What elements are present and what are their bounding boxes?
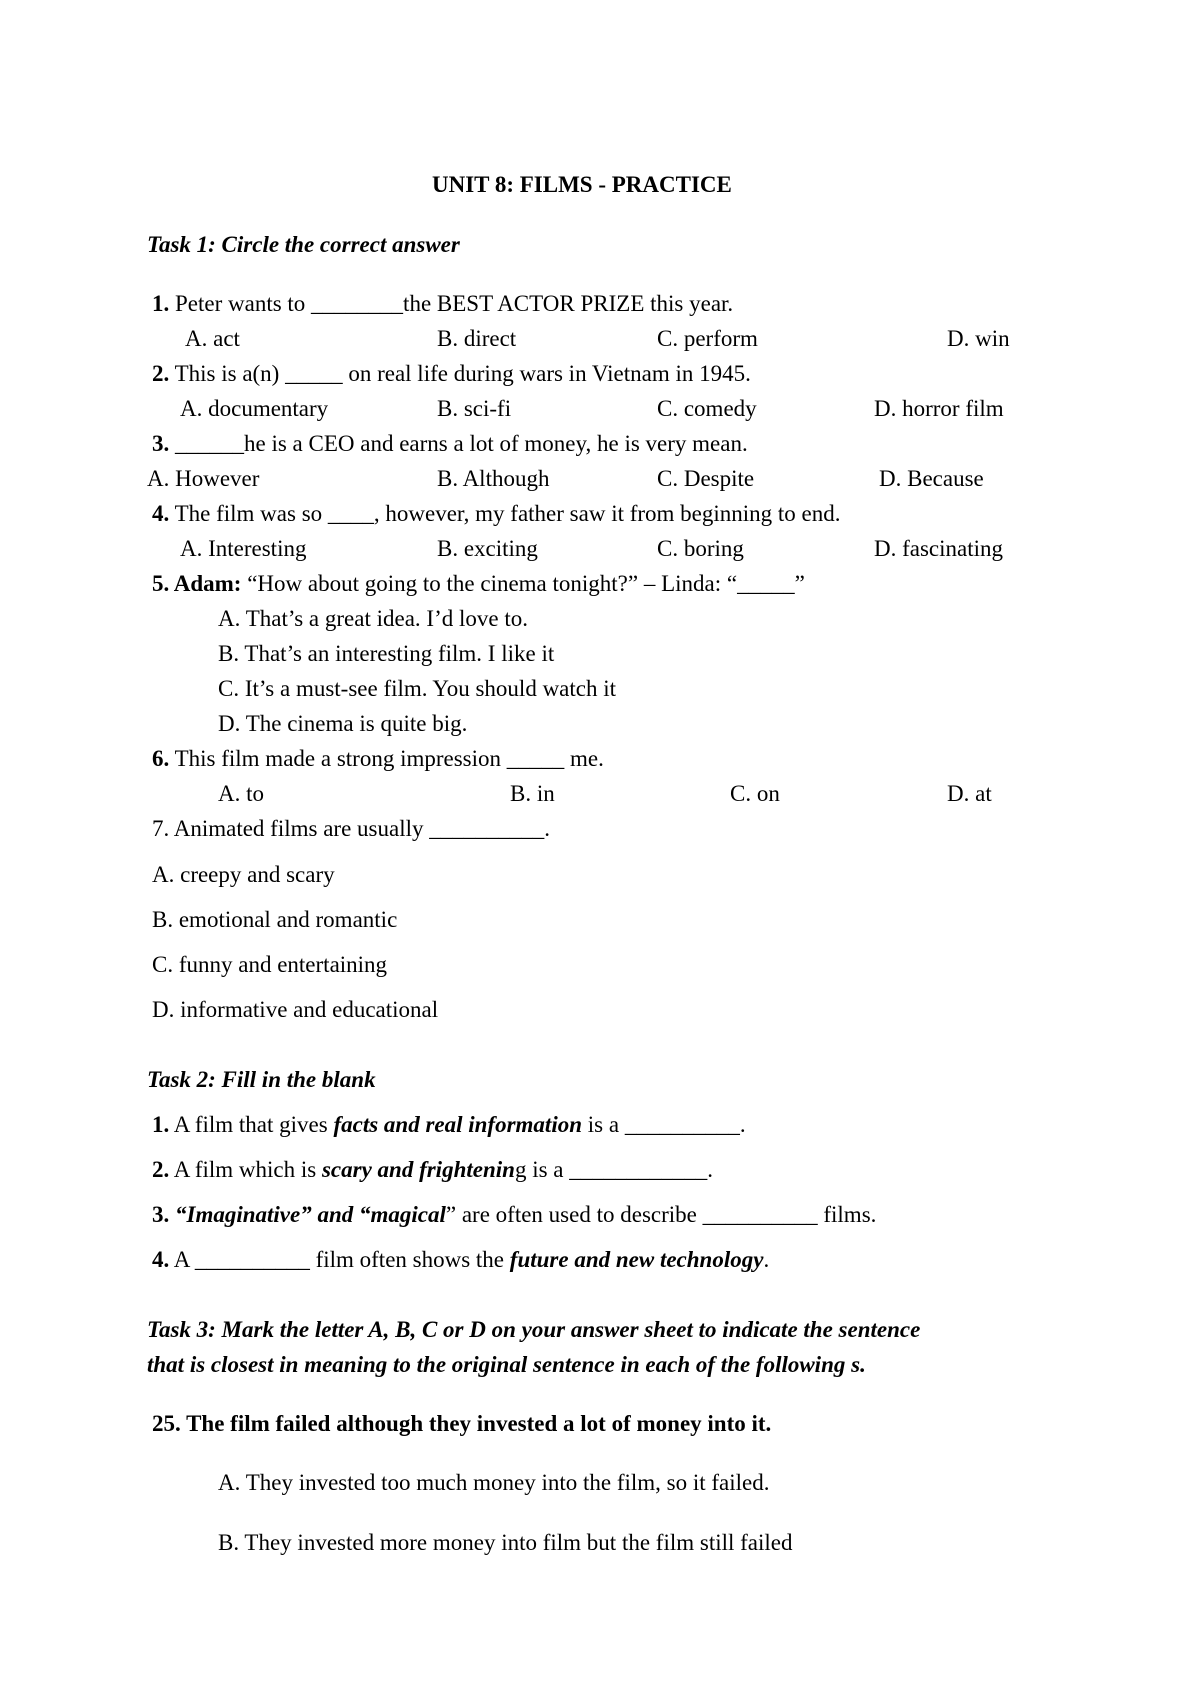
- t1-q3-option-b[interactable]: B. Although: [437, 466, 550, 491]
- t1-q3-text: ______he is a CEO and earns a lot of money, he is very mean.: [169, 431, 748, 456]
- t1-q4-number: 4.: [152, 501, 170, 526]
- t1-q3-option-a[interactable]: A. However: [147, 466, 260, 491]
- t1-q3-option-d[interactable]: D. Because: [879, 466, 984, 491]
- t2-q4-pre: A __________ film often shows the: [169, 1247, 510, 1272]
- t2-q1-post: is a __________.: [582, 1112, 746, 1137]
- t2-q3: [152, 1203, 876, 1226]
- t1-q1-option-a[interactable]: A. act: [185, 326, 240, 351]
- t1-q5-stem: [152, 572, 805, 595]
- t1-q6-option-c[interactable]: C. on: [730, 781, 780, 806]
- page-title: UNIT 8: FILMS - PRACTICE: [432, 172, 732, 197]
- t2-q3-number: 3.: [152, 1202, 170, 1227]
- t1-q2-stem: [152, 362, 751, 385]
- t1-q7-option-b[interactable]: B. emotional and romantic: [152, 907, 398, 932]
- t2-q1-emphasis: facts and real information: [333, 1112, 583, 1137]
- t1-q3-stem: [152, 432, 748, 455]
- t1-q6-option-a[interactable]: A. to: [218, 781, 264, 806]
- task3-heading-line1: Task 3: Mark the letter A, B, C or D on your answer sheet to indicate the sentence: [147, 1317, 921, 1342]
- t1-q3-option-c[interactable]: C. Despite: [657, 466, 755, 491]
- t1-q2-option-b[interactable]: B. sci-fi: [437, 396, 512, 421]
- t1-q2-number: 2.: [152, 361, 170, 386]
- t2-q1-number: 1.: [152, 1112, 170, 1137]
- t1-q2-option-a[interactable]: A. documentary: [180, 396, 329, 421]
- t2-q3-post: ” are often used to describe __________ films.: [445, 1202, 877, 1227]
- t2-q4-post: .: [763, 1247, 770, 1272]
- t2-q2-pre: A film which is: [169, 1157, 322, 1182]
- task3-heading-line2: that is closest in meaning to the original sentence in each of the following s.: [147, 1352, 866, 1377]
- t1-q1-option-b[interactable]: B. direct: [437, 326, 517, 351]
- t2-q2-number: 2.: [152, 1157, 170, 1182]
- t1-q4-stem: [152, 502, 841, 525]
- t2-q3-emphasis: “Imaginative” and “magical: [169, 1202, 446, 1227]
- t1-q5-text: “How about going to the cinema tonight?” – Linda: “_____”: [241, 571, 805, 596]
- t2-q4-emphasis: future and new technology: [509, 1247, 764, 1272]
- t1-q5-option-d[interactable]: D. The cinema is quite big.: [218, 711, 468, 736]
- t1-q4-option-a[interactable]: A. Interesting: [180, 536, 307, 561]
- t1-q6-stem: [152, 747, 604, 770]
- t1-q1-stem: [152, 292, 733, 315]
- t1-q4-text: The film was so ____, however, my father saw it from beginning to end.: [169, 501, 841, 526]
- t1-q3-number: 3.: [152, 431, 170, 456]
- t1-q1-option-c[interactable]: C. perform: [657, 326, 758, 351]
- t1-q5-number: 5.: [152, 571, 170, 596]
- t2-q2-post: g is a ____________.: [514, 1157, 713, 1182]
- t2-q1-pre: A film that gives: [169, 1112, 334, 1137]
- t2-q4-number: 4.: [152, 1247, 170, 1272]
- t2-q4: [152, 1248, 769, 1271]
- t1-q4-option-c[interactable]: C. boring: [657, 536, 744, 561]
- t1-q1-text: Peter wants to ________the BEST ACTOR PRIZE this year.: [169, 291, 734, 316]
- t2-q2-emphasis: scary and frightenin: [321, 1157, 515, 1182]
- t1-q4-option-d[interactable]: D. fascinating: [874, 536, 1004, 561]
- t1-q6-option-b[interactable]: B. in: [510, 781, 555, 806]
- t1-q7-option-c[interactable]: C. funny and entertaining: [152, 952, 388, 977]
- t1-q7-stem: 7. Animated films are usually __________.: [152, 816, 550, 841]
- t1-q2-option-d[interactable]: D. horror film: [874, 396, 1004, 421]
- task2-heading: Task 2: Fill in the blank: [147, 1067, 376, 1092]
- t1-q1-number: 1.: [152, 291, 170, 316]
- t1-q5-option-c[interactable]: C. It’s a must-see film. You should watch it: [218, 676, 617, 701]
- t1-q2-option-c[interactable]: C. comedy: [657, 396, 757, 421]
- t1-q5-option-b[interactable]: B. That’s an interesting film. I like it: [218, 641, 555, 666]
- t1-q6-option-d[interactable]: D. at: [947, 781, 992, 806]
- t1-q7-option-d[interactable]: D. informative and educational: [152, 997, 439, 1022]
- t1-q2-text: This is a(n) _____ on real life during wars in Vietnam in 1945.: [169, 361, 751, 386]
- task1-heading: Task 1: Circle the correct answer: [147, 232, 460, 257]
- t1-q6-number: 6.: [152, 746, 170, 771]
- t3-q25-option-b[interactable]: B. They invested more money into film but the film still failed: [218, 1530, 793, 1555]
- t3-q25-stem: 25. The film failed although they invested a lot of money into it.: [152, 1411, 772, 1436]
- t1-q7-option-a[interactable]: A. creepy and scary: [152, 862, 335, 887]
- t3-q25-option-a[interactable]: A. They invested too much money into the film, so it failed.: [218, 1470, 770, 1495]
- t1-q6-text: This film made a strong impression _____ me.: [169, 746, 604, 771]
- t1-q5-option-a[interactable]: A. That’s a great idea. I’d love to.: [218, 606, 528, 631]
- t2-q1: [152, 1113, 746, 1136]
- t2-q2: [152, 1158, 713, 1181]
- t1-q4-option-b[interactable]: B. exciting: [437, 536, 538, 561]
- t1-q1-option-d[interactable]: D. win: [947, 326, 1010, 351]
- t1-q5-speaker: Adam:: [169, 571, 242, 596]
